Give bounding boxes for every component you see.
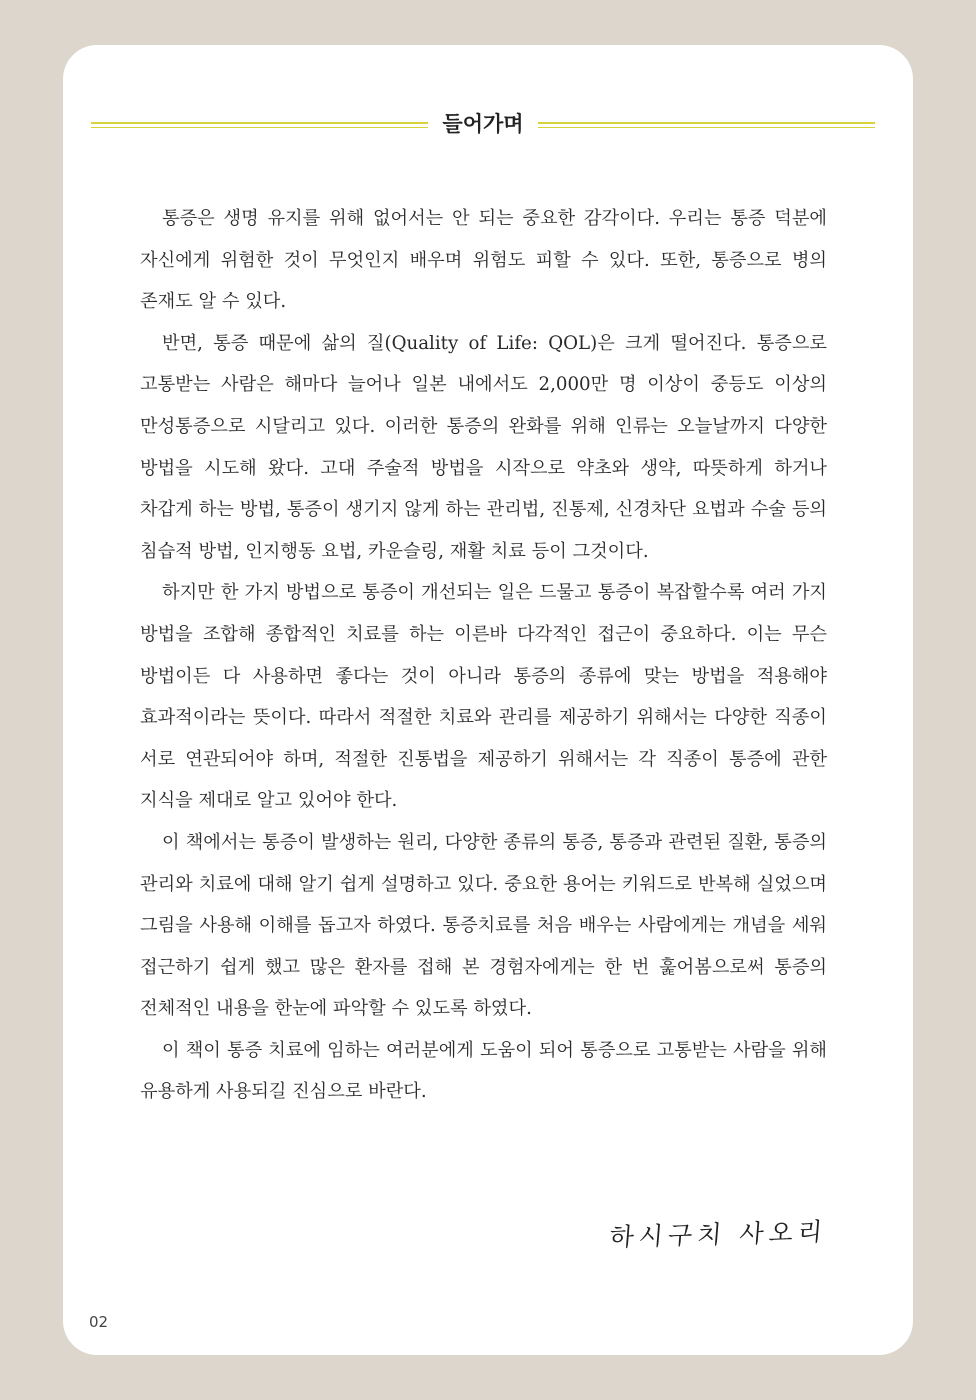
heading-rule-right	[538, 122, 875, 124]
paragraph: 통증은 생명 유지를 위해 없어서는 안 되는 중요한 감각이다. 우리는 통증 덕분에 자신에게 위험한 것이 무엇인지 배우며 위험도 피할 수 있다. 또한, 통증으로 병의 존재도 알 수 있다.	[140, 208, 827, 313]
heading-rule-left	[91, 122, 428, 124]
author-signature: 하시구치 사오리	[608, 1217, 829, 1252]
page-number: 02	[89, 1313, 109, 1331]
page-heading: 들어가며	[442, 112, 524, 136]
paragraph: 이 책이 통증 치료에 임하는 여러분에게 도움이 되어 통증으로 고통받는 사람을 위해 유용하게 사용되길 진심으로 바란다.	[140, 1039, 827, 1103]
page-sheet	[63, 45, 913, 1355]
body-text	[140, 198, 827, 1113]
paragraph: 이 책에서는 통증이 발생하는 원리, 다양한 종류의 통증, 통증과 관련된 질환, 통증의 관리와 치료에 대해 알기 쉽게 설명하고 있다. 중요한 용어는 키워드로 반복해 실었으며 그림을 사용해 이해를 돕고자 하였다. 통증치료를 처음 배우는 사람에게는 개념을 세워 접근하기 쉽게 했고 많은 환자를 접해 본 경험자에게는 한 번 훑어봄으로써 통증의 전체적인 내용을 한눈에 파악할 수 있도록 하였다.	[140, 831, 827, 1020]
paragraph: 반면, 통증 때문에 삶의 질(Quality of Life: QOL)은 크게 떨어진다. 통증으로 고통받는 사람은 해마다 늘어나 일본 내에서도 2,000만 명 이상이 중등도 이상의 만성통증으로 시달리고 있다. 이러한 통증의 완화를 위해 인류는 오늘날까지 다양한 방법을 시도해 왔다. 고대 주술적 방법을 시작으로 약초와 생약, 따뜻하게 하거나 차갑게 하는 방법, 통증이 생기지 않게 하는 관리법, 진통제, 신경차단 요법과 수술 등의 침습적 방법, 인지행동 요법, 카운슬링, 재활 치료 등이 그것이다.	[140, 332, 827, 562]
paragraph: 하지만 한 가지 방법으로 통증이 개선되는 일은 드물고 통증이 복잡할수록 여러 가지 방법을 조합해 종합적인 치료를 하는 이른바 다각적인 접근이 중요하다. 이는 무슨 방법이든 다 사용하면 좋다는 것이 아니라 통증의 종류에 맞는 방법을 적용해야 효과적이라는 뜻이다. 따라서 적절한 치료와 관리를 제공하기 위해서는 다양한 직종이 서로 연관되어야 하며, 적절한 진통법을 제공하기 위해서는 각 직종이 통증에 관한 지식을 제대로 알고 있어야 한다.	[140, 582, 827, 812]
heading-row	[91, 105, 875, 141]
